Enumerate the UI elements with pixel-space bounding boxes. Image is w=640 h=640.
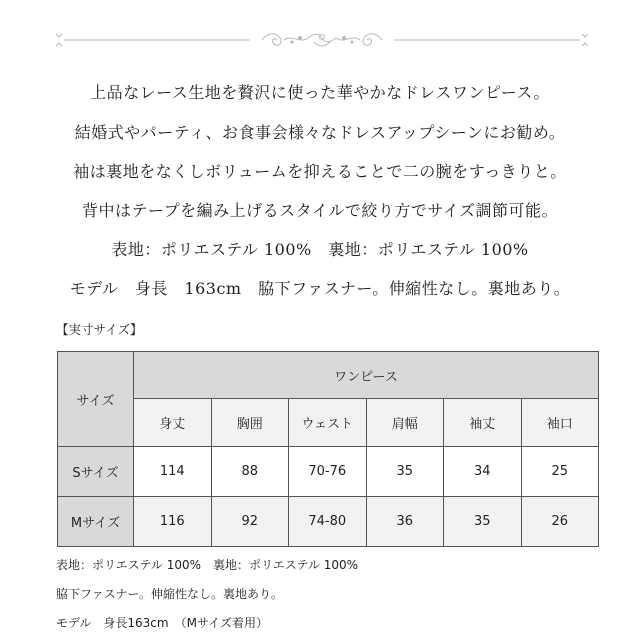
- description-line-6: モデル 身長 163cm 脇下ファスナー。伸縮性なし。裏地あり。: [69, 279, 571, 298]
- column-header: 身丈: [134, 399, 212, 447]
- table-cell: 26: [521, 497, 599, 547]
- description-line-1: 上品なレース生地を贅沢に使った華やかなドレスワンピース。: [90, 83, 550, 102]
- group-header: ワンピース: [134, 352, 599, 399]
- description-line-5: 表地：ポリエステル 100% 裏地：ポリエステル 100%: [111, 240, 529, 259]
- table-row: [58, 497, 599, 547]
- size-table: [57, 351, 599, 547]
- description-line-4: 背中はテープを編み上げるスタイルで絞り方でサイズ調節可能。: [81, 201, 559, 220]
- table-cell: 116: [134, 497, 212, 547]
- table-cell: 34: [444, 447, 522, 497]
- column-header: 胸囲: [211, 399, 289, 447]
- section-title: 【実寸サイズ】: [56, 322, 143, 337]
- column-header: 肩幅: [366, 399, 444, 447]
- table-cell: 74-80: [289, 497, 367, 547]
- note-model: モデル 身長163cm （Mサイズ着用）: [56, 616, 268, 630]
- table-header-row: [58, 352, 599, 399]
- table-cell: 35: [366, 447, 444, 497]
- table-cell: 92: [211, 497, 289, 547]
- size-header: サイズ: [58, 352, 134, 447]
- note-material: 表地：ポリエステル 100% 裏地：ポリエステル 100%: [56, 558, 359, 572]
- description-line-3: 袖は裏地をなくしボリュームを抑えることで二の腕をすっきりと。: [73, 162, 567, 181]
- note-features: 脇下ファスナー。伸縮性なし。裏地あり。: [56, 587, 284, 601]
- decorative-divider: [52, 28, 592, 52]
- column-header: ウェスト: [289, 399, 367, 447]
- table-cell: 114: [134, 447, 212, 497]
- table-cell: 35: [444, 497, 522, 547]
- table-subheader-row: [58, 399, 599, 447]
- table-cell: 88: [211, 447, 289, 497]
- row-label: Sサイズ: [58, 447, 134, 497]
- table-cell: 36: [366, 497, 444, 547]
- row-label: Mサイズ: [58, 497, 134, 547]
- column-header: 袖口: [521, 399, 599, 447]
- table-row: [58, 447, 599, 497]
- table-cell: 70-76: [289, 447, 367, 497]
- description-line-2: 結婚式やパーティ、お食事会様々なドレスアップシーンにお勧め。: [74, 123, 566, 142]
- table-cell: 25: [521, 447, 599, 497]
- column-header: 袖丈: [444, 399, 522, 447]
